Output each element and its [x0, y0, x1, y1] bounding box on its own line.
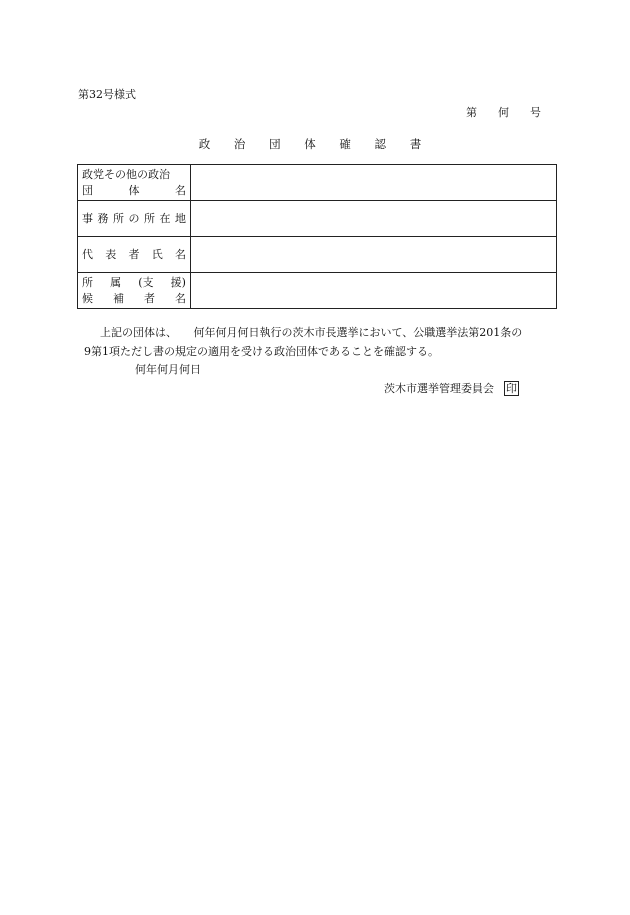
form-number: 第32号様式: [78, 88, 136, 101]
office-address-field[interactable]: [191, 201, 557, 237]
label-text: 体: [128, 183, 140, 197]
label-char: 名: [175, 291, 186, 305]
label-text: 政党その他の政治: [82, 167, 170, 181]
statement-line-1: 上記の団体は、 何年何月何日執行の茨木市長選挙において、公職選挙法第201条の: [100, 326, 523, 339]
label-char: (支: [138, 275, 154, 289]
label-char: 所: [144, 211, 155, 225]
label-char: 援): [170, 275, 186, 289]
document-title: 政 治 団 体 確 認 書: [198, 137, 432, 151]
label-char: 氏: [151, 247, 163, 261]
label-char: 代: [82, 247, 93, 261]
label-char: 者: [128, 247, 140, 261]
label-char: 事: [82, 211, 93, 225]
table-row: [78, 201, 557, 237]
label-char: の: [128, 211, 140, 225]
party-name-field[interactable]: [191, 165, 557, 201]
label-char: 地: [175, 211, 186, 225]
label-party-name: [78, 165, 191, 201]
doc-number-prefix: 第: [466, 106, 477, 119]
label-representative-name: [78, 237, 191, 273]
confirmation-statement: [84, 323, 554, 361]
table-row: [78, 237, 557, 273]
label-office-address: [78, 201, 191, 237]
label-char: 務: [97, 211, 109, 225]
label-char: 名: [175, 247, 186, 261]
statement-line-2: 9第1項ただし書の規定の適用を受ける政治団体であることを確認する。: [84, 345, 439, 358]
label-char: 属: [110, 275, 122, 289]
issue-date: 何年何月何日: [135, 363, 201, 376]
doc-number-suffix: 号: [530, 106, 541, 119]
supported-candidate-field[interactable]: [191, 273, 557, 309]
label-char: 在: [159, 211, 171, 225]
document-number: [466, 104, 541, 120]
representative-name-field[interactable]: [191, 237, 557, 273]
label-char: 補: [113, 291, 124, 305]
label-char: 所: [113, 211, 124, 225]
label-text: 団: [82, 183, 93, 197]
label-text: 名: [175, 183, 186, 197]
label-char: 候: [82, 291, 93, 305]
doc-number-placeholder: 何: [498, 106, 509, 119]
political-group-form-table: [77, 164, 557, 309]
label-char: 表: [105, 247, 117, 261]
label-char: 所: [82, 275, 93, 289]
label-supported-candidate: [78, 273, 191, 309]
table-row: [78, 165, 557, 201]
table-row: [78, 273, 557, 309]
seal-stamp: 印: [506, 382, 517, 395]
label-char: 者: [144, 291, 155, 305]
issuer: [384, 380, 519, 396]
committee-name: 茨木市選挙管理委員会: [384, 382, 494, 395]
